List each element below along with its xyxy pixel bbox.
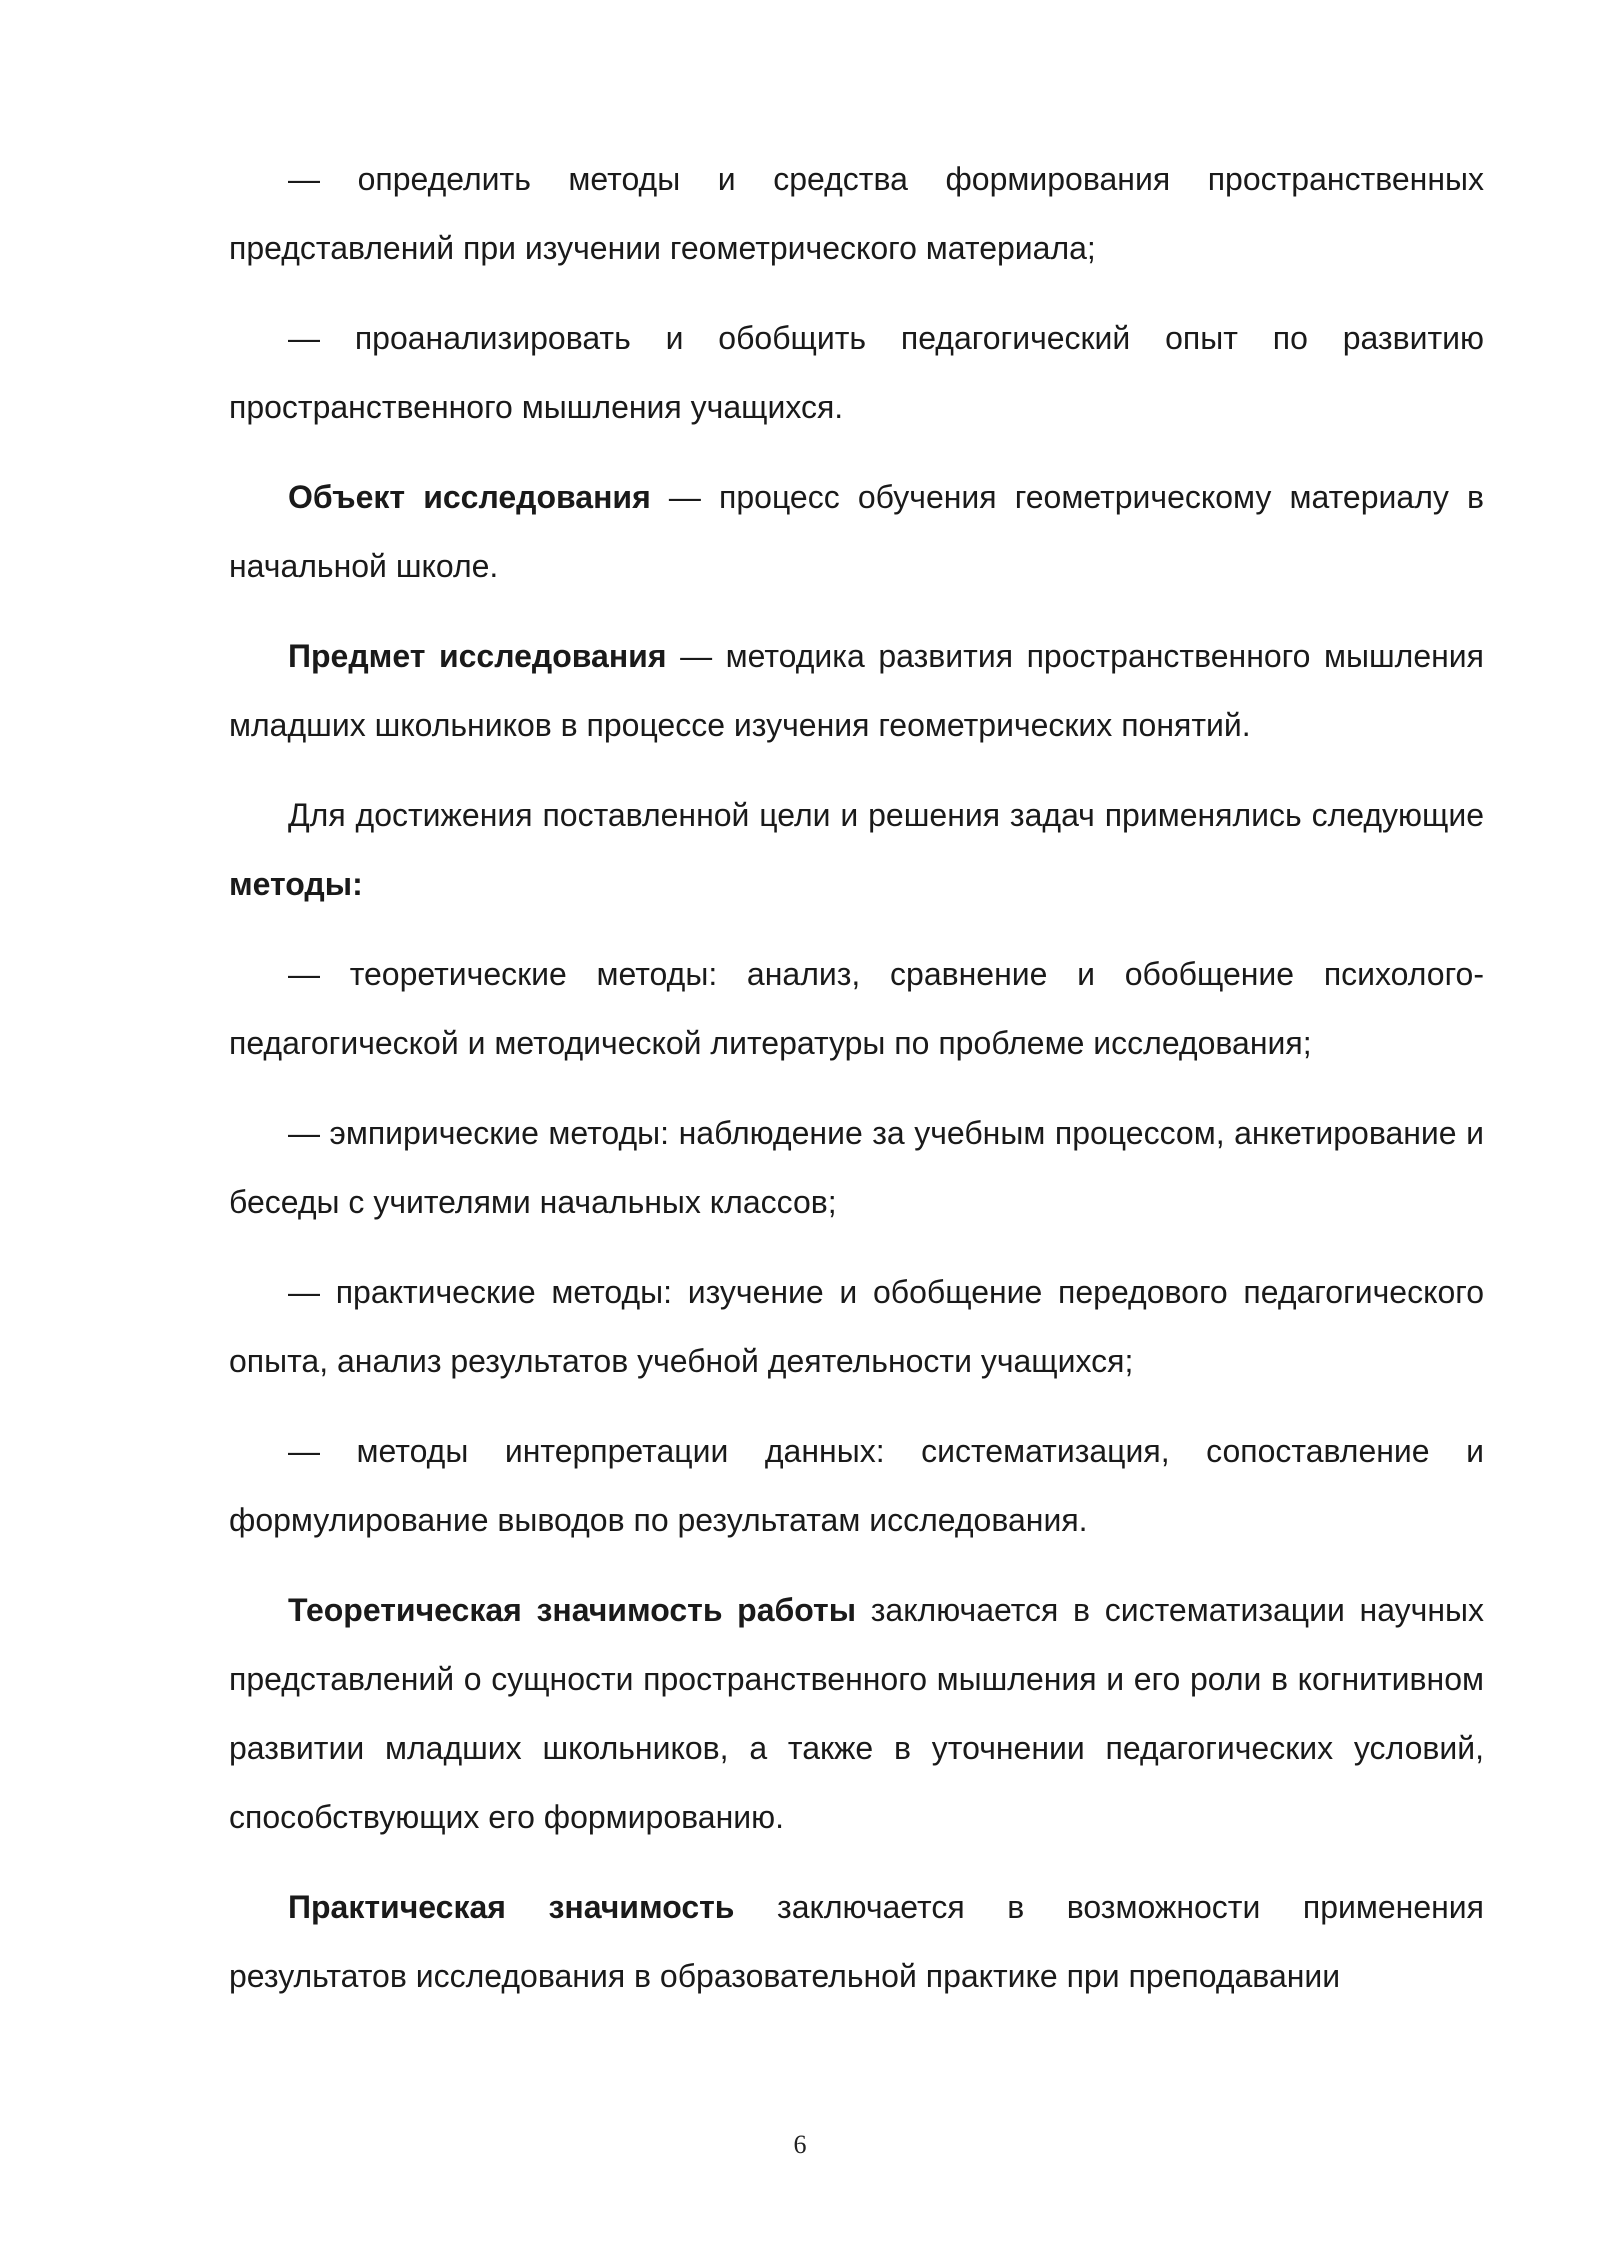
- theoretical-significance-paragraph: Теоретическая значимость работы заключается в систематизации научных представлений о сущности пространственного мышления и его роли в когнитивном развитии младших школьников, а также в уточнении педагогических условий, способствующих его формированию.: [229, 1592, 1484, 1835]
- research-subject-paragraph: Предмет исследования — методика развития пространственного мышления младших школьников в процессе изучения геометрических понятий.: [229, 638, 1485, 743]
- methods-intro-paragraph: Для достижения поставленной цели и решения задач применялись следующие методы:: [229, 797, 1484, 902]
- page-body: [229, 145, 1484, 2032]
- research-object-paragraph: Объект исследования — процесс обучения геометрическому материалу в начальной школе.: [229, 479, 1485, 584]
- task-item-methods: — определить методы и средства формирования пространственных представлений при изучении геометрического материала;: [229, 161, 1484, 266]
- practical-significance-paragraph: Практическая значимость заключается в возможности применения результатов исследования в образовательной практике при преподавании: [229, 1889, 1485, 1994]
- theoretical-significance-term: Теоретическая значимость работы: [288, 1592, 857, 1628]
- research-object-term: Объект исследования: [288, 479, 651, 515]
- method-item-interpretation: — методы интерпретации данных: систематизация, сопоставление и формулирование выводов по результатам исследования.: [229, 1433, 1484, 1538]
- method-item-practical: — практические методы: изучение и обобщение передового педагогического опыта, анализ результатов учебной деятельности учащихся;: [229, 1274, 1484, 1379]
- task-item-analysis: — проанализировать и обобщить педагогический опыт по развитию пространственного мышления учащихся.: [229, 320, 1484, 425]
- research-subject-term: Предмет исследования: [288, 638, 667, 674]
- methods-term: методы:: [229, 866, 363, 902]
- practical-significance-term: Практическая значимость: [288, 1889, 735, 1925]
- page-number: 6: [793, 2130, 807, 2159]
- method-item-empirical: — эмпирические методы: наблюдение за учебным процессом, анкетирование и беседы с учителями начальных классов;: [229, 1115, 1484, 1220]
- method-item-theoretical: — теоретические методы: анализ, сравнение и обобщение психолого-педагогической и методической литературы по проблеме исследования;: [229, 956, 1484, 1061]
